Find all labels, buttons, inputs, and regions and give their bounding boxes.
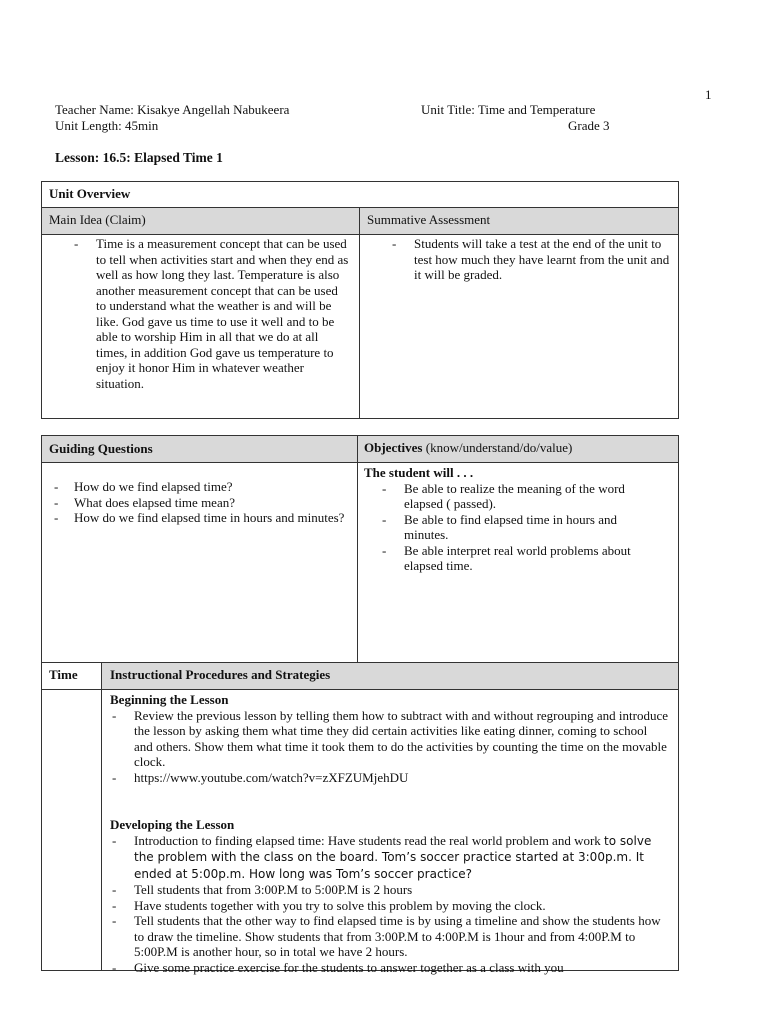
- developing-intro: Introduction to finding elapsed time: Have students read the real world problem and work: [134, 832, 601, 848]
- developing-item: [88, 833, 668, 883]
- unit-length: Unit Length: 45min: [55, 118, 159, 133]
- grade-label: Grade 3: [568, 118, 610, 133]
- objective-item: - Be able interpret real world problems about elapsed time.: [358, 543, 664, 574]
- teacher-name: Teacher Name: Kisakye Angellah Nabukeera: [55, 102, 290, 117]
- lesson-title: Lesson: 16.5: Elapsed Time 1: [55, 150, 223, 165]
- guiding-objectives-table: [41, 435, 679, 975]
- guiding-questions-cell: [42, 463, 358, 663]
- developing-item: - Give some practice exercise for the students to answer together as a class with you: [88, 960, 668, 976]
- objectives-heading-cell: [358, 436, 679, 463]
- guiding-questions-heading: Guiding Questions: [42, 436, 358, 463]
- main-idea-text: - Time is a measurement concept that can be used to tell when activities start and when they end as well as how long they last. Temperature is also another measurement concept that can be used to understand what the weather is and will be like. God gave us time to use it well and to be able to worship Him in all that we do at all times, in addition God gave us temperature to enjoy it honor Him in whatever weather situation.: [42, 236, 349, 391]
- procedures-body-row: [42, 690, 679, 975]
- beginning-item: - Review the previous lesson by telling them how to subtract with and without regrouping and introduce the lesson by asking them what time they did certain activities like eating dinner, coming to school and others. Show them what time it took them to do the activities by counting the time on the movable clock.: [88, 708, 668, 770]
- main-idea-heading: Main Idea (Claim): [42, 208, 360, 235]
- summative-heading: Summative Assessment: [360, 208, 679, 235]
- developing-item: - Tell students that from 3:00P.M to 5:00P.M is 2 hours: [88, 882, 668, 898]
- unit-overview-table: [41, 181, 679, 419]
- objective-item: - Be able to find elapsed time in hours and minutes.: [358, 512, 664, 543]
- guiding-question: - How do we find elapsed time?: [42, 479, 349, 495]
- guiding-question: - How do we find elapsed time in hours and minutes?: [42, 510, 349, 526]
- developing-heading: Developing the Lesson: [110, 817, 235, 832]
- unit-overview-heading: Unit Overview: [42, 182, 679, 208]
- unit-title: Unit Title: Time and Temperature: [421, 102, 596, 117]
- developing-problem: to solve the problem with the class on the board. Tom’s soccer practice started at 3:00p.m. It ended at 5:00p.m. How long was Tom’s soccer practice?: [134, 833, 652, 881]
- summative-text: - Students will take a test at the end of the unit to test how much they have learnt from the unit and it will be graded.: [360, 236, 670, 283]
- beginning-link[interactable]: - https://www.youtube.com/watch?v=zXFZUMjehDU: [88, 770, 668, 786]
- time-column-heading: Time: [42, 663, 102, 689]
- objectives-subheading: (know/understand/do/value): [422, 440, 573, 455]
- main-idea-cell: [42, 235, 360, 419]
- beginning-heading: Beginning the Lesson: [110, 692, 229, 707]
- summative-cell: [360, 235, 679, 419]
- procedures-heading: Instructional Procedures and Strategies: [102, 663, 678, 689]
- page-number: 1: [705, 87, 712, 102]
- guiding-question: - What does elapsed time mean?: [42, 495, 349, 511]
- procedures-header-row: [42, 663, 679, 690]
- procedures-cell: [102, 690, 678, 975]
- developing-item: - Have students together with you try to solve this problem by moving the clock.: [88, 898, 668, 914]
- objectives-cell: [358, 463, 679, 663]
- student-will-label: The student will . . .: [364, 465, 474, 480]
- objectives-heading: Objectives: [364, 440, 423, 455]
- developing-item: - Tell students that the other way to find elapsed time is by using a timeline and show the students how to draw the timeline. Show students that from 3:00P.M to 4:00P.M is 1hour and from 4:00P.M to 5:00P.M is another hour, so in total we have 2 hours.: [88, 913, 668, 960]
- objective-item: - Be able to realize the meaning of the word elapsed ( passed).: [358, 481, 664, 512]
